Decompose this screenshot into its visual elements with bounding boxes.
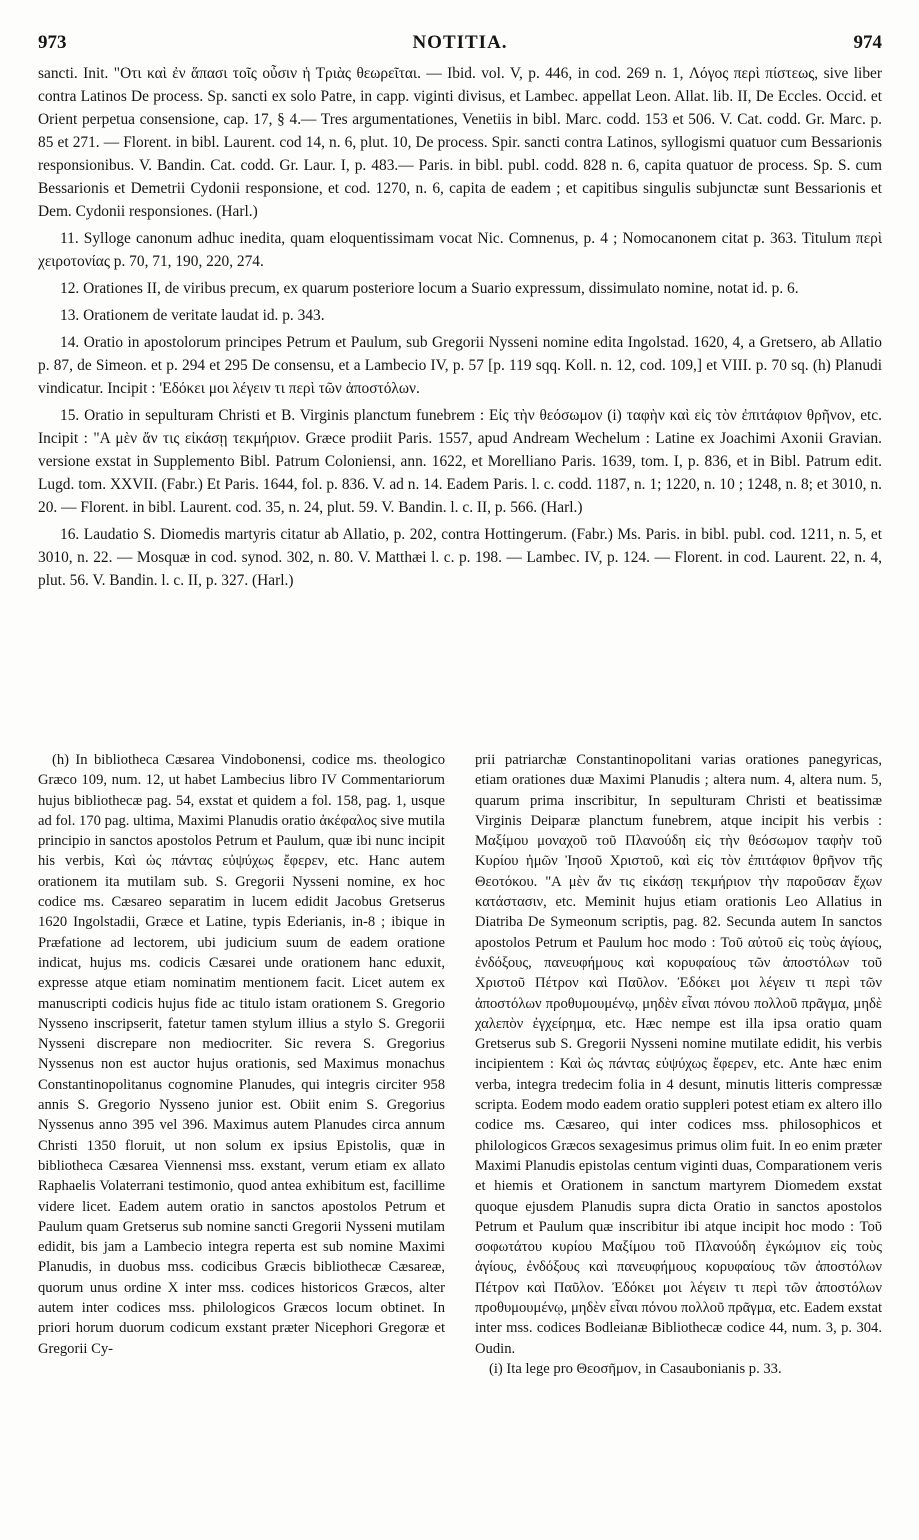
entry-13: 13. Orationem de veritate laudat id. p. 343. (60, 307, 325, 324)
footnote-column-left (38, 750, 445, 1379)
footnote-h-continued: prii patriarchæ Constantinopolitani varias orationes panegyricas, etiam orationes duæ Maximi Planudis ; altera num. 4, altera num. 5, quarum prima inscribitur, In sepulturam Christi et beatissimæ Virginis Deiparæ planctum funebrem, atque incipit his verbis : Μαξίμου μοναχοῦ τοῦ Πλανούδη εἰς τὴν θεόσωμον ταφὴν τοῦ Κυρίου ἡμῶν Ἰησοῦ Χριστοῦ, καὶ εἰς τὸν ἐπιτάφιον θρῆνον τῆς Θεοτόκου. "Α μὲν ἄν τις εἰκάσῃ τεκμήριον τὴν παροῦσαν ἔχων κατάστασιν, etc. Meminit hujus etiam orationis Leo Allatius in Diatriba De Symeonum scriptis, pag. 82. Secunda autem In sanctos apostolos Petrum et Paulum hoc modo : Τοῦ αὐτοῦ εἰς τοὺς ἁγίους, ἐνδόξους, πανευφήμους καὶ κορυφαίους τῶν ἀποστόλων τοῦ Χριστοῦ Πέτρον καὶ Παῦλον. Ἐδόκει μοι λέγειν τι περὶ τῶν ἀποστόλων προθυμουμένῳ, μηδὲν εἶναι πόνου πολλοῦ πρᾶγμα, μηδὲ χαλεπὸν ἐγχείρημα, etc. Hæc nempe est illa ipsa oratio quam Gretserus sub S. Gregorii Nysseni nomine mutilate edidit, his verbis incipientem : Καὶ ὡς πάντας εὐψύχως ἔφερεν, etc. Ante hæc enim verba, integra tredecim folia in 4 desunt, minutis litteris compressæ scripta. Eodem modo eadem oratio suppleri potest etiam ex altero illo codice ms. Cæsareo, qui inter codices mss. philosophicos et philologicos Græcos sexagesimus primus olim fuit. In eo enim præter Maximi Planudis epistolas centum viginti duas, Comparationem veris et hiemis et Orationem in sanctum martyrem Diomedem exstat quoque ejusdem Planudis supra dicta Oratio in sanctos apostolos Petrum et Paulum quæ inscribitur ibi atque incipit hoc modo : Τοῦ σοφωτάτου κυρίου Μαξίμου τοῦ Πλανούδη ἐγκώμιον εἰς τοὺς ἁγίους, ἐνδόξους καὶ πανευφήμους κορυφαίους τῶν ἀποστόλων Πέτρον καὶ Παῦλον. Ἐδόκει μοι λέγειν τι περὶ τῶν ἀποστόλων προθυμουμένῳ, μηδὲν εἶναι πόνου πολλοῦ πρᾶγμα, etc. Eadem exstat inter mss. codices Bodleianæ Bibliothecæ codice 44, num. 3, p. 304. Oudin. (475, 752, 882, 1357)
running-title: NOTITIA. (412, 32, 508, 53)
entry-16: 16. Laudatio S. Diomedis martyris citatur ab Allatio, p. 202, contra Hottingerum. (Fabr.) Ms. Paris. in bibl. publ. cod. 1211, n. 5, et 3010, n. 22. — Mosquæ in cod. synod. 302, n. 80. V. Matthæi l. c. p. 198. — Lambec. IV, p. 124. — Florent. in cod. Laurent. 22, n. 4, plut. 56. V. Bandin. l. c. II, p. 327. (Harl.) (38, 526, 882, 589)
footnotes (38, 750, 882, 1379)
document-page (38, 32, 882, 596)
left-page-number: 973 (38, 32, 67, 53)
right-page-number: 974 (853, 32, 882, 53)
entry-11: 11. Sylloge canonum adhuc inedita, quam eloquentissimam vocat Nic. Comnenus, p. 4 ; Nomocanonem citat p. 363. Titulum περὶ χειροτονίας p. 70, 71, 190, 220, 274. (38, 230, 882, 270)
paragraph-continuation: sancti. Init. "Οτι καὶ ἐν ἅπασι τοῖς οὖσιν ἡ Τριὰς θεωρεῖται. — Ibid. vol. V, p. 446, in cod. 269 n. 1, Λόγος περὶ πίστεως, sive liber contra Latinos De process. Sp. sancti ex solo Patre, in capp. viginti divisus, et Lambec. appellat Leon. Allat. lib. II, De Eccles. Occid. et Orient perpetua consensione, cap. 17, § 4.— Tres argumentationes, Venetiis in bibl. Marc. codd. 153 et 506. V. Cat. codd. Gr. Marc. p. 85 et 271. — Florent. in bibl. Laurent. cod 14, n. 6, plut. 10, De process. Spir. sancti contra Latinos, syllogismi quatuor cum Bessarionis responsionibus. V. Bandin. Cat. codd. Gr. Laur. I, p. 483.— Paris. in bibl. publ. codd. 828 n. 6, capita quatuor de process. Sp. S. cum Bessarionis et Demetrii Cydonii responsione, et cod. 1270, n. 6, capita de eadem ; et capitibus singulis subjunctæ sunt Bessarionis et Dem. Cydonii responsiones. (Harl.) (38, 65, 882, 220)
footnote-i: (i) Ita lege pro Θεοσῆμον, in Casaubonianis p. 33. (489, 1360, 782, 1377)
footnote-h: (h) In bibliotheca Cæsarea Vindobonensi, codice ms. theologico Græco 109, num. 12, ut habet Lambecius libro IV Commentariorum hujus bibliothecæ pag. 54, exstat et quidem a fol. 158, pag. 1, usque ad fol. 170 pag. ultima, Maximi Planudis oratio ἀκέφαλος sive mutila principio in sanctos apostolos Petrum et Paulum, quæ ibi nunc incipit his verbis, Καὶ ὡς πάντας εὐψύχως ἔφερεν, etc. Hanc autem orationem ita mutilam sub. S. Gregorii Nysseni nomine, ex hoc codice ms. Cæsareo separatim in lucem edidit Jacobus Gretserus 1620 Ingolstadii, Græce et Latine, typis Ederianis, in-8 ; ibique in Præfatione ad lectorem, ubi judicium suum de eadem oratione indicat, hujus ms. codicis Cæsarei unde orationem hanc eduxit, expresse atque etiam nominatim mentionem facit. Licet autem ex manuscripti codicis hujus fide ac titulo istam orationem S. Gregorio Nysseno inscripserit, fatetur tamen stylum illius a stylo S. Gregorii Nysseni discrepare non mediocriter. Sic revera S. Gregorius Nyssenus non est auctor hujus orationis, sed Maximus monachus Constantinopolitanus cognomine Planudes, qui integris circiter 958 annis S. Gregorio Nysseno junior est. Obiit enim S. Gregorius Nyssenus anno 395 vel 396. Maximus autem Planudes circa annum Christi 1350 floruit, ut non solum ex ipsius Epistolis, quæ in bibliotheca Cæsarea Viennensi mss. exstant, verum etiam ex allato Raphaelis Volaterrani testimonio, quod antea exhibitum est, facillime videre licet. Eadem autem oratio in sanctos apostolos Petrum et Paulum quam Gretserus sub nomine sancti Gregorii Nysseni mutilam edidit, bis jam a Lambecio integra reperta est sub nomine Maximi Planudis, in duobus mss. codicibus Græcis bibliothecæ Cæsareæ, quorum unus ordine X inter mss. codices historicos Græcos, alter autem inter codices mss. philologicos Græcos locum obtinet. In priori horum duorum codicum exstant præter Nicephori Gregoræ et Gregorii Cy- (38, 752, 445, 1357)
footnote-column-right (475, 750, 882, 1379)
entry-15: 15. Oratio in sepulturam Christi et B. Virginis planctum funebrem : Εἰς τὴν θεόσωμον (i) ταφὴν καὶ εἰς τὸν ἐπιτάφιον θρῆνον, etc. Incipit : "Α μὲν ἄν τις εἰκάσῃ τεκμήριον. Græce prodiit Paris. 1557, apud Andream Wechelum : Latine ex Joachimi Axonii Gravian. versione exstat in Supplemento Bibl. Patrum Coloniensi, ann. 1622, et Morelliano Paris. 1639, tom. I, p. 836, et in Bibl. Patrum edit. Lugd. tom. XXVII. (Fabr.) Et Paris. 1644, fol. p. 836. V. ad n. 14. Eadem Paris. l. c. codd. 1187, n. 1; 1220, n. 10 ; 1248, n. 8; et 3010, n. 20. — Florent. in bibl. Laurent. cod. 35, n. 24, plut. 59. V. Bandin. l. c. II, p. 566. (Harl.) (38, 407, 882, 516)
main-text (38, 62, 882, 592)
entry-12: 12. Orationes II, de viribus precum, ex quarum posteriore locum a Suario expressum, dissimulato nomine, notat id. p. 6. (60, 280, 799, 297)
page-header (38, 32, 882, 62)
entry-14: 14. Oratio in apostolorum principes Petrum et Paulum, sub Gregorii Nysseni nomine edita Ingolstad. 1620, 4, a Gretsero, ab Allatio p. 87, de Simeon. et p. 294 et 295 De consensu, et a Lambecio IV, p. 57 [p. 119 sqq. Koll. n. 12, cod. 109,] et VIII. p. 70 sq. (h) Planudi vindicatur. Incipit : 'Εδόκει μοι λέγειν τι περὶ τῶν ἀποστόλων. (38, 334, 882, 397)
